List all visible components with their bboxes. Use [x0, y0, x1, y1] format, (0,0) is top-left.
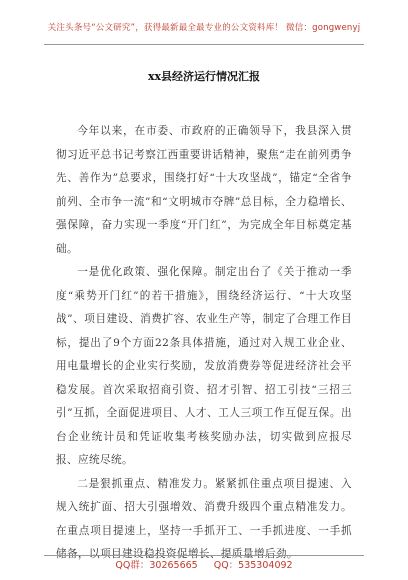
footer-qq-number: QQ：535304092 — [213, 560, 293, 571]
paragraph: 今年以来，在市委、市政府的正确领导下，我县深入贯彻习近平总书记考察江西重要讲话精神，聚焦“走在前列勇争先、善作为”总要求，围绕打好“十大攻坚战”，锚定“全省争前列、全市争一流”和“文明城市夺牌”总目标，全力稳增长、强保障，奋力实现一季度“开门红”，为完成全年目标奠定基础。 — [56, 125, 352, 255]
document-body — [56, 120, 352, 567]
footer-contact — [0, 557, 408, 571]
paragraph: 一是优化政策、强化保障。制定出台了《关于推动一季度“乘势开门红”的若干措施》，围绕经济运行、“十大攻坚战”、项目建设、消费扩容、农业生产等，制定了合理工作目标，提出了9个方面22条具体措施，通过对入规工业企业、用电量增长的企业实行奖励，发放消费券等促进经济社会平稳发展。首次采取招商引资、招才引智、招工引技“三招三引”互抓，全面促进项目、人才、工人三项工作互促互保。出台企业统计员和凭证收集考核奖励办法，切实做到应报尽报、应统尽统。 — [56, 266, 352, 466]
footer-divider — [44, 555, 364, 556]
paragraph: 二是狠抓重点、精准发力。紧紧抓住重点项目提速、入规入统扩面、招大引强增效、消费升级四个重点精准发力。在重点项目提速上，坚持一手抓开工、一手抓进度、一手抓储备，以项目建设稳投资促增长、提质量增后劲。 — [56, 477, 352, 560]
footer-qq-group: QQ群：30265665 — [115, 560, 198, 571]
header-divider — [44, 44, 364, 45]
document-title: xx县经济运行情况汇报 — [147, 70, 261, 83]
header-note: 关注头条号“公文研究”，获得最新最全最专业的公文资料库！ 微信：gongwenyj — [47, 23, 361, 33]
